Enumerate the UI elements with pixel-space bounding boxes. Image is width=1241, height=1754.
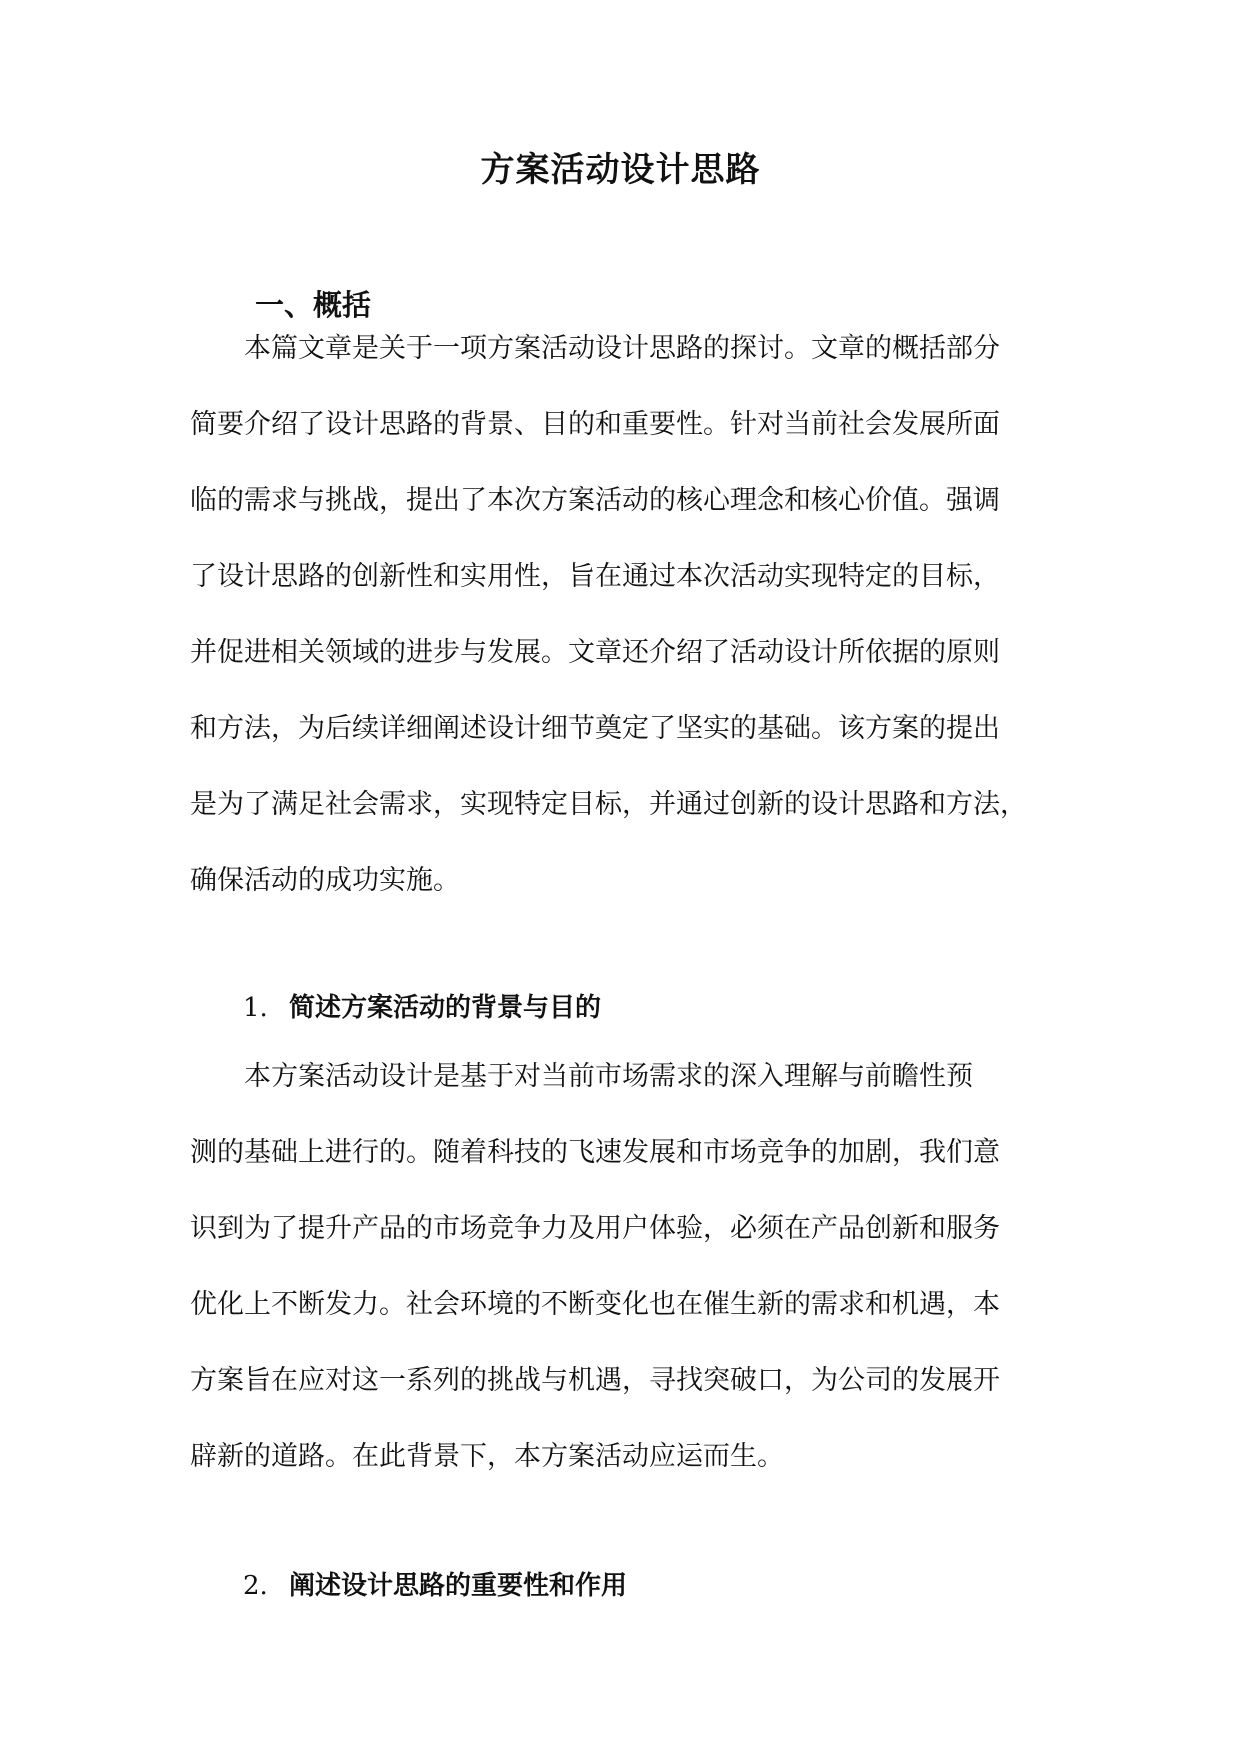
subsection-number: 1. <box>243 993 268 1023</box>
paragraph-line: 优化上不断发力。社会环境的不断变化也在催生新的需求和机遇，本 <box>190 1289 1000 1320</box>
paragraph-line: 测的基础上进行的。随着科技的飞速发展和市场竞争的加剧，我们意 <box>190 1137 1000 1168</box>
paragraph-line: 本方案活动设计是基于对当前市场需求的深入理解与前瞻性预 <box>244 1061 973 1092</box>
paragraph-line: 确保活动的成功实施。 <box>190 865 460 896</box>
background-paragraph <box>190 1058 1050 1476</box>
paragraph-line: 本篇文章是关于一项方案活动设计思路的探讨。文章的概括部分 <box>244 333 1000 364</box>
subsection-number: 2. <box>243 1571 268 1601</box>
subsection-heading-background <box>243 990 601 1026</box>
paragraph-line: 是为了满足社会需求，实现特定目标，并通过创新的设计思路和方法， <box>190 789 1027 820</box>
paragraph-line: 方案旨在应对这一系列的挑战与机遇，寻找突破口，为公司的发展开 <box>190 1365 1000 1396</box>
overview-paragraph <box>190 330 1050 900</box>
paragraph-line: 和方法，为后续详细阐述设计细节奠定了坚实的基础。该方案的提出 <box>190 713 1000 744</box>
paragraph-line: 并促进相关领域的进步与发展。文章还介绍了活动设计所依据的原则 <box>190 637 1000 668</box>
paragraph-line: 简要介绍了设计思路的背景、目的和重要性。针对当前社会发展所面 <box>190 409 1000 440</box>
paragraph-line: 临的需求与挑战，提出了本次方案活动的核心理念和核心价值。强调 <box>190 485 1000 516</box>
paragraph-line: 识到为了提升产品的市场竞争力及用户体验，必须在产品创新和服务 <box>190 1213 1000 1244</box>
subsection-title: 阐述设计思路的重要性和作用 <box>289 1571 628 1601</box>
paragraph-line: 了设计思路的创新性和实用性，旨在通过本次活动实现特定的目标， <box>190 561 1000 592</box>
subsection-title: 简述方案活动的背景与目的 <box>289 993 602 1023</box>
paragraph-line: 辟新的道路。在此背景下，本方案活动应运而生。 <box>190 1441 784 1472</box>
subsection-heading-importance <box>243 1568 627 1604</box>
document-title: 方案活动设计思路 <box>480 150 761 190</box>
section-heading-overview: 一、概括 <box>255 288 372 322</box>
